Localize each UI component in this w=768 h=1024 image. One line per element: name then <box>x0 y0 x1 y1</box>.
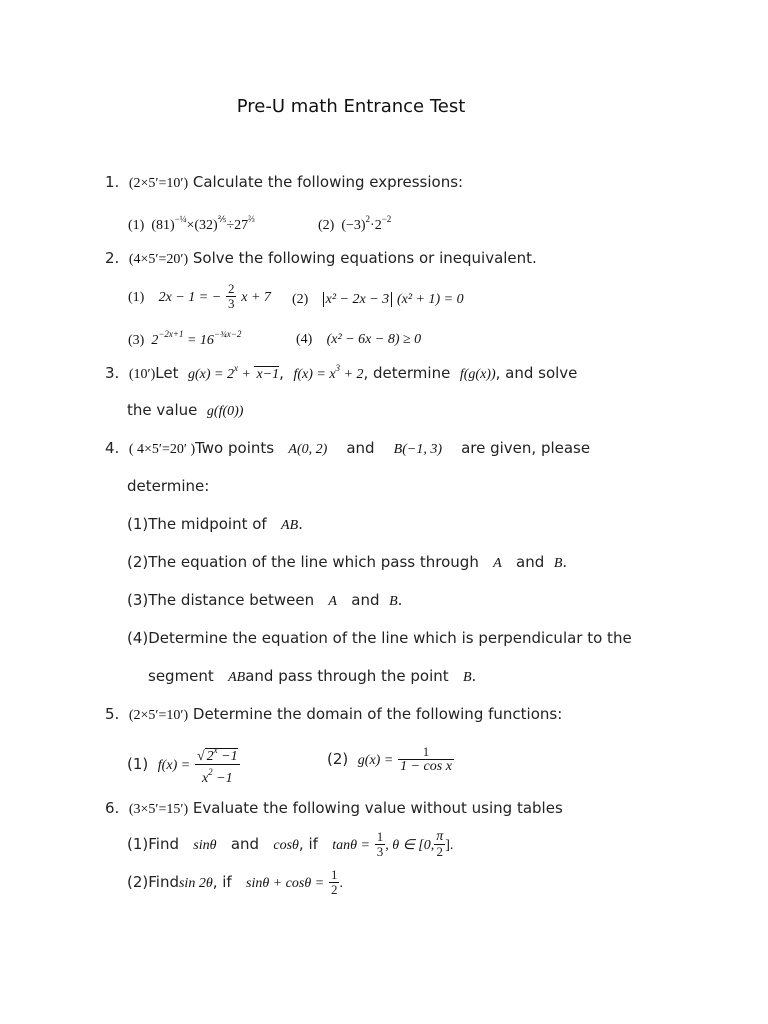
var-b: B <box>553 556 563 571</box>
part-label: (2) <box>292 292 309 307</box>
question-1 <box>105 173 463 192</box>
and-word: and <box>516 553 545 571</box>
sub-label: (2) <box>127 553 149 571</box>
and-word: and <box>346 439 375 457</box>
f-definition: $f(x) = x^3 + 2$ <box>293 363 364 382</box>
part-label: (1) $(81)^{-\frac{1}{4}}\times(32)^{\frac{2}{5}}\div 27^{\frac{2}{3}}$ <box>128 214 255 233</box>
question-3-cont <box>127 401 243 420</box>
var-a: A <box>493 556 502 571</box>
q4-sub-4-cont: segment ABand pass through the point B. <box>148 667 477 685</box>
q2-part-1 <box>128 282 271 311</box>
marks: (2×5′=10′) <box>128 708 189 723</box>
q4-sub-1: (1)The midpoint of AB. <box>127 515 303 533</box>
function-lhs: f(x) = <box>157 758 191 773</box>
part-label: (1) <box>127 755 149 773</box>
point-b: B(−1, 3) <box>393 442 442 457</box>
tan-theta: tanθ = <box>332 838 370 853</box>
page-title: Pre-U math Entrance Test <box>236 96 466 117</box>
range-start: , θ ∈ [0, <box>385 838 435 853</box>
equation: $2^{-2x+1} = 16^{-\frac{3}{4}x-2}$ <box>151 329 242 348</box>
question-5 <box>105 705 562 724</box>
if-word: , if <box>298 835 318 853</box>
sub-label: (1) <box>127 515 149 533</box>
q6-part-2 <box>127 868 343 897</box>
sub-text: The midpoint of <box>148 515 267 533</box>
sub-text: The equation of the line which pass through <box>148 553 479 571</box>
question-3: 3. (10′)Let $g(x) = 2^x + x-1$, $f(x) = x^3 + 2$, determine f(g(x)), and solve <box>105 363 578 382</box>
question-text: , determine <box>363 364 451 382</box>
marks: (3×5′=15′) <box>128 802 189 817</box>
question-text-3: the value <box>127 401 198 419</box>
question-text: Two points <box>195 439 275 457</box>
q5-part-1 <box>127 743 240 786</box>
question-2 <box>105 249 537 268</box>
sub-text: segment <box>148 667 214 685</box>
marks: (4×5′=20′) <box>128 252 189 267</box>
question-4-cont: determine: <box>127 477 210 495</box>
part-label: (2) <box>127 873 149 891</box>
marks: (10′) <box>128 367 156 382</box>
question-text: Solve the following equations or inequivalent. <box>192 249 537 267</box>
range-end: ]. <box>445 838 454 853</box>
sin-theta: sinθ <box>193 838 217 853</box>
sub-label: (4) <box>127 629 149 647</box>
fraction: $\frac{\pi}{2}$ <box>436 829 444 859</box>
equation-rest: (x² + 1) = 0 <box>396 292 464 307</box>
inequality: (x² − 6x − 8) ≥ 0 <box>326 332 422 347</box>
and-word: and <box>230 835 260 853</box>
q1-part-1 <box>128 214 255 234</box>
q6-part-1 <box>127 830 453 859</box>
and-word: and <box>351 591 380 609</box>
function-lhs: g(x) = <box>357 753 394 768</box>
find-word: Find <box>148 835 179 853</box>
period: . <box>339 876 343 891</box>
fraction: $\frac{1}{\text{1 − cos x}}$ <box>400 744 452 774</box>
question-text: Evaluate the following value without using tables <box>192 799 563 817</box>
fraction: $\frac{√ 2^x -1}{x^2 -1}$ <box>196 745 238 786</box>
question-4 <box>105 439 590 458</box>
g-definition: $g(x) = 2^x + x-1$ <box>188 363 280 382</box>
sin-2theta: sin 2θ <box>178 876 213 891</box>
question-number: 5. <box>105 705 120 723</box>
part-label: (4) <box>296 332 313 347</box>
part-label: (3) <box>128 333 152 348</box>
fraction: $\frac{2}{3}$ <box>227 281 235 311</box>
composition-fg: f(g(x)) <box>459 367 496 382</box>
equation-rhs: x + 7 <box>241 290 271 305</box>
question-number: 3. <box>105 364 120 382</box>
part-label: (1) <box>127 835 149 853</box>
question-text-2: , and solve <box>495 364 578 382</box>
absolute-value: x² − 2x − 3 <box>323 292 393 307</box>
marks: ( 4×5′=20′ ) <box>128 442 196 457</box>
q2-part-4 <box>296 329 421 348</box>
q1-part-2 <box>318 214 391 234</box>
var-b: B <box>462 670 472 685</box>
question-number: 6. <box>105 799 120 817</box>
q4-sub-4 <box>127 629 632 647</box>
q4-sub-2: (2)The equation of the line which pass through A and B. <box>127 553 568 571</box>
cos-theta: cosθ <box>273 838 299 853</box>
q4-sub-3: (3)The distance between A and B. <box>127 591 403 609</box>
var-b: B <box>389 594 398 609</box>
point-a: A(0, 2) <box>288 442 328 457</box>
part-label: (2) <box>327 750 349 768</box>
fraction: $\frac{1}{3}$ <box>376 829 384 859</box>
question-text: Determine the domain of the following functions: <box>192 705 563 723</box>
q5-part-2 <box>327 745 454 774</box>
sum-expression: sinθ + cosθ = <box>246 876 325 891</box>
if-word: , if <box>212 873 232 891</box>
q2-part-3 <box>128 329 241 349</box>
find-word: Find <box>148 873 179 891</box>
sub-text-2: and pass through the point <box>245 667 449 685</box>
sub-text: The distance between <box>148 591 315 609</box>
marks: (2×5′=10′) <box>128 176 189 191</box>
fraction: $\frac{1}{2}$ <box>330 867 338 897</box>
question-6 <box>105 799 563 818</box>
question-number: 2. <box>105 249 120 267</box>
question-lead: Let <box>155 364 179 382</box>
sub-text: Determine the equation of the line which is perpendicular to the <box>148 629 632 647</box>
question-text: Calculate the following expressions: <box>192 173 464 191</box>
question-number: 1. <box>105 173 120 191</box>
question-text-2: are given, please <box>461 439 591 457</box>
q2-part-2 <box>292 289 464 308</box>
equation-lhs: 2x − 1 = − <box>158 290 222 305</box>
segment-var: AB <box>281 518 299 533</box>
composition-gf0: g(f(0)) <box>206 404 244 419</box>
segment-var: AB <box>228 670 246 685</box>
question-number: 4. <box>105 439 120 457</box>
part-expression: (2) $(-3)^2\cdot 2^{-2}$ <box>318 214 392 233</box>
var-a: A <box>328 594 337 609</box>
sub-label: (3) <box>127 591 149 609</box>
part-label: (1) <box>128 290 145 305</box>
